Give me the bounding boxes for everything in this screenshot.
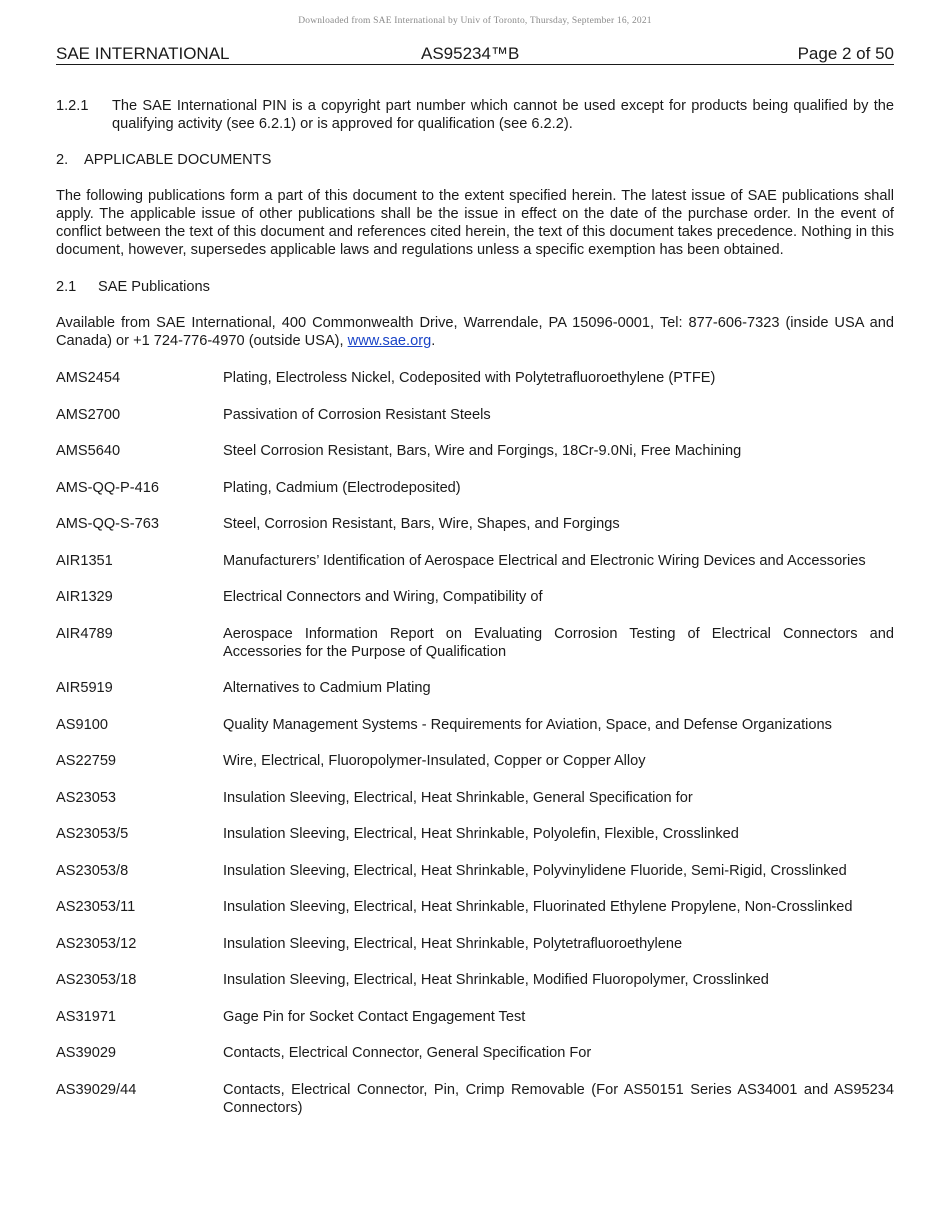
document-list-item (56, 1081, 894, 1117)
document-list-item (56, 625, 894, 661)
availability-text: Available from SAE International, 400 Commonwealth Drive, Warrendale, PA 15096-0001, Tel: 877-606-7323 (inside USA and Canada) or +1 724-776-4970 (outside USA), (56, 315, 894, 349)
document-list-item (56, 588, 894, 606)
document-title: Insulation Sleeving, Electrical, Heat Shrinkable, Polytetrafluoroethylene (223, 935, 683, 952)
document-title: Aerospace Information Report on Evaluating Corrosion Testing of Electrical Connectors and Accessories for the Purpose of Qualification (223, 625, 894, 660)
section-2-body: The following publications form a part of this document to the extent specified herein. The latest issue of SAE publications shall apply. The applicable issue of other publications shall be the issue in effect on the date of the purchase order. In the event of conflict between the text of this document and references cited herein, the text of this document takes precedence. Nothing in this document, however, supersedes applicable laws and regulations unless a specific exemption has been obtained. (56, 188, 894, 258)
document-list-item (56, 752, 894, 770)
document-code: AS22759 (56, 753, 117, 769)
document-code: AS23053/8 (56, 862, 129, 879)
document-title: Alternatives to Cadmium Plating (223, 680, 431, 696)
document-code: AMS-QQ-P-416 (56, 479, 159, 496)
download-watermark: Downloaded from SAE International by Univ of Toronto, Thursday, September 16, 2021 (298, 16, 652, 26)
document-title: Insulation Sleeving, Electrical, Heat Shrinkable, Modified Fluoropolymer, Crosslinked (223, 972, 769, 988)
document-list-item (56, 515, 894, 533)
document-list-item (56, 406, 894, 424)
document-list (56, 369, 894, 1117)
document-title: Passivation of Corrosion Resistant Steels (223, 406, 491, 423)
document-list-item (56, 862, 894, 880)
document-code: AS23053/5 (56, 826, 129, 842)
document-title: Steel, Corrosion Resistant, Bars, Wire, Shapes, and Forgings (223, 516, 620, 532)
document-title: Wire, Electrical, Fluoropolymer-Insulated, Copper or Copper Alloy (223, 753, 646, 769)
availability-suffix: . (431, 333, 436, 349)
document-list-item (56, 552, 894, 570)
sae-website-link[interactable]: www.sae.org (347, 333, 432, 349)
section-2-heading (56, 151, 894, 169)
document-title: Electrical Connectors and Wiring, Compatibility of (223, 589, 543, 605)
document-title: Contacts, Electrical Connector, Pin, Crimp Removable (For AS50151 Series AS34001 and AS95234 Connectors) (223, 1081, 894, 1116)
document-title: Insulation Sleeving, Electrical, Heat Shrinkable, General Specification for (223, 789, 693, 806)
header-doc-id: AS95234™B (421, 44, 520, 63)
document-title: Manufacturers’ Identification of Aerospace Electrical and Electronic Wiring Devices and Accessories (223, 552, 866, 569)
document-list-item (56, 716, 894, 734)
section-title: APPLICABLE DOCUMENTS (84, 152, 272, 168)
document-list-item (56, 679, 894, 697)
availability-paragraph (56, 314, 894, 350)
document-code: AS23053 (56, 789, 117, 806)
document-title: Steel Corrosion Resistant, Bars, Wire and Forgings, 18Cr-9.0Ni, Free Machining (223, 443, 742, 459)
document-code: AMS2454 (56, 370, 121, 386)
document-code: AMS5640 (56, 443, 121, 459)
document-title: Plating, Cadmium (Electrodeposited) (223, 479, 461, 496)
document-code: AS31971 (56, 1008, 117, 1025)
document-list-item (56, 898, 894, 916)
document-code: AS9100 (56, 716, 108, 733)
document-code: AS23053/11 (56, 899, 136, 915)
section-number: 1.2.1 (56, 98, 89, 114)
document-list-item (56, 369, 894, 387)
header-page-number: Page 2 of 50 (797, 44, 894, 63)
document-list-item (56, 971, 894, 989)
document-title: Contacts, Electrical Connector, General Specification For (223, 1045, 592, 1061)
document-list-item (56, 1008, 894, 1026)
page-content (56, 97, 894, 1135)
document-code: AIR1329 (56, 589, 113, 605)
document-title: Insulation Sleeving, Electrical, Heat Shrinkable, Polyvinylidene Fluoride, Semi-Rigid, Crosslinked (223, 862, 847, 879)
section-text: The SAE International PIN is a copyright part number which cannot be used except for products being qualified by the qualifying activity (see 6.2.1) or is approved for qualification (see 6.2.2). (112, 98, 894, 132)
document-code: AS23053/18 (56, 972, 137, 988)
document-list-item (56, 479, 894, 497)
document-list-item (56, 1044, 894, 1062)
document-title: Gage Pin for Socket Contact Engagement Test (223, 1008, 526, 1025)
document-list-item (56, 789, 894, 807)
document-code: AIR5919 (56, 680, 113, 696)
document-code: AMS-QQ-S-763 (56, 516, 159, 532)
document-code: AIR4789 (56, 625, 113, 642)
document-list-item (56, 825, 894, 843)
document-title: Quality Management Systems - Requirements for Aviation, Space, and Defense Organizations (223, 716, 832, 733)
section-1-2-1 (56, 97, 894, 133)
document-code: AS23053/12 (56, 935, 137, 952)
section-2-1-heading (56, 278, 894, 296)
document-title: Insulation Sleeving, Electrical, Heat Shrinkable, Fluorinated Ethylene Propylene, Non-Crosslinked (223, 899, 853, 915)
document-list-item (56, 442, 894, 460)
document-list-item (56, 935, 894, 953)
header-org: SAE INTERNATIONAL (56, 44, 230, 63)
section-title: SAE Publications (98, 279, 210, 295)
section-number: 2.1 (56, 279, 77, 295)
document-code: AS39029/44 (56, 1081, 137, 1098)
section-number: 2. (56, 152, 69, 168)
document-code: AIR1351 (56, 552, 113, 569)
page-header (56, 44, 894, 65)
document-title: Plating, Electroless Nickel, Codeposited with Polytetrafluoroethylene (PTFE) (223, 370, 716, 386)
document-code: AS39029 (56, 1045, 117, 1061)
document-title: Insulation Sleeving, Electrical, Heat Shrinkable, Polyolefin, Flexible, Crosslinked (223, 826, 739, 842)
document-code: AMS2700 (56, 406, 121, 423)
